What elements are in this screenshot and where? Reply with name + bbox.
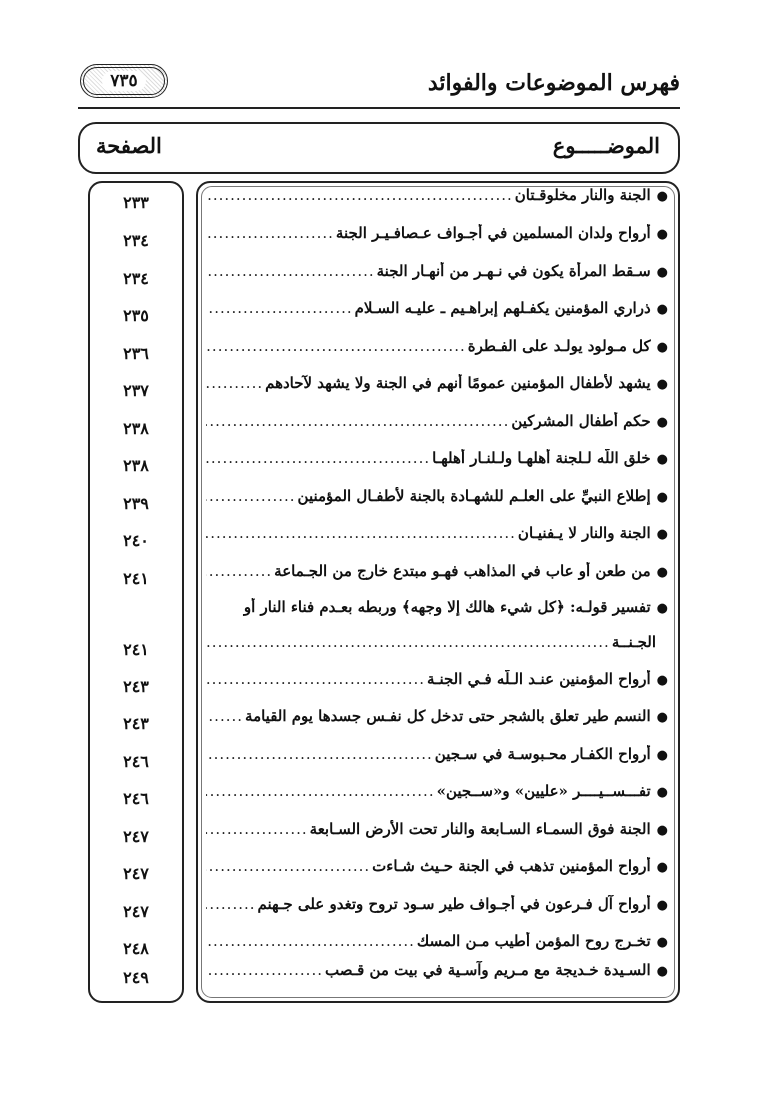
running-title: فهرس الموضوعات والفوائد (427, 70, 680, 96)
entry-text: الجـنــة (611, 633, 656, 651)
bullet-icon: ● (656, 565, 668, 580)
entry-page: ٢٤٠ (123, 531, 149, 550)
dot-leader (206, 299, 353, 317)
entry-text: يشهد لأطفال المؤمنين عمومًا أنهم في الجنة ولا يشهد لآحادهم (265, 374, 651, 392)
entry-text: أرواح الكفـار محـبوسـة في سـجين (434, 745, 651, 763)
entry-text: تفسير قولـه: ﴿كل شيء هالك إلا وجهه﴾ وربطه بعـدم فناء النار أو (243, 598, 651, 616)
bullet-icon: ● (656, 898, 668, 913)
index-entry (196, 782, 680, 816)
index-entry (196, 224, 680, 258)
bullet-icon: ● (656, 490, 668, 505)
entry-page: ٢٣٥ (123, 306, 149, 325)
bullet-icon: ● (656, 964, 668, 979)
entry-page: ٢٣٤ (123, 269, 149, 288)
bullet-icon: ● (656, 265, 668, 280)
entry-text: النسم طير تعلق بالشجر حتى تدخل كل نفـس جسدها يوم القيامة (245, 707, 651, 725)
dot-leader (206, 524, 516, 542)
dot-leader (206, 707, 243, 725)
entry-page: ٢٤٦ (123, 752, 149, 771)
entry-text: السـيدة خـديجة مع مـريم وآسـية في بيت من قـصب (324, 961, 651, 979)
index-entry (196, 598, 680, 632)
bullet-icon: ● (656, 935, 668, 950)
column-header (78, 122, 680, 174)
entry-page: ٢٤٧ (123, 827, 149, 846)
index-entry (196, 745, 680, 779)
entry-text: أرواح المؤمنين عنـد الـلَّه فـي الجنـة (427, 670, 651, 688)
entry-page: ٢٤٧ (123, 864, 149, 883)
entry-text: الجنة والنار لا يـفنيـان (517, 524, 651, 542)
index-entry (196, 961, 680, 995)
entry-text: الجنة والنار مخلوقـتان (514, 186, 651, 204)
index-entry (196, 299, 680, 333)
entry-page: ٢٤١ (123, 640, 149, 659)
entry-page: ٢٤٣ (123, 714, 149, 733)
bullet-icon: ● (656, 860, 668, 875)
dot-leader (206, 895, 256, 913)
index-entry (196, 337, 680, 371)
bullet-icon: ● (656, 377, 668, 392)
dot-leader (206, 412, 509, 430)
column-header-page: الصفحة (96, 133, 162, 158)
dot-leader (206, 449, 430, 467)
dot-leader (206, 562, 272, 580)
bullet-icon: ● (656, 527, 668, 542)
running-header (78, 62, 680, 108)
page-number: ٧٣٥ (102, 71, 145, 91)
entry-text: سـقط المرأة يكون في نـهـر من أنهـار الجنة (376, 262, 651, 280)
entry-text: تفـــســيــــر «عليين» و«ســجين» (436, 782, 651, 800)
entry-text: حكم أطفال المشركين (511, 412, 651, 430)
entry-page: ٢٣٤ (123, 231, 149, 250)
bullet-icon: ● (656, 785, 668, 800)
index-entry (196, 820, 680, 854)
bullet-icon: ● (656, 601, 668, 616)
bullet-icon: ● (656, 823, 668, 838)
entry-text: تخـرج روح المؤمن أطيب مـن المسك (416, 932, 651, 950)
bullet-icon: ● (656, 710, 668, 725)
index-entry (196, 707, 680, 741)
index-entry (196, 487, 680, 521)
index-entry (196, 670, 680, 704)
header-rule (78, 107, 680, 109)
entry-text: أرواح المؤمنين تذهب في الجنة حـيث شـاءت (372, 857, 651, 875)
entry-text: أرواح ولدان المسلمين في أجـواف عـصافـيـر الجنة (335, 224, 651, 242)
entry-page: ٢٤٦ (123, 789, 149, 808)
entry-text: كل مـولود يولـد على الفـطرة (467, 337, 651, 355)
bullet-icon: ● (656, 302, 668, 317)
dot-leader (206, 961, 323, 979)
index-entry (196, 895, 680, 929)
dot-leader (206, 224, 334, 242)
entry-text: أرواح آل فـرعون في أجـواف طير سـود تروح وتغدو على جـهنم (257, 895, 651, 913)
bullet-icon: ● (656, 452, 668, 467)
entry-page: ٢٣٩ (123, 494, 149, 513)
entry-page: ٢٤٣ (123, 677, 149, 696)
index-entry (196, 186, 680, 220)
bullet-icon: ● (656, 415, 668, 430)
index-entry-continuation (196, 633, 680, 667)
entry-text: من طعن أو عاب في المذاهب فهـو مبتدع خارج من الجـماعة (274, 562, 651, 580)
bullet-icon: ● (656, 748, 668, 763)
dot-leader (206, 374, 263, 392)
index-entry (196, 262, 680, 296)
entry-text: ذراري المؤمنين يكفـلهم إبراهـيم ـ عليـه السـلام (354, 299, 651, 317)
dot-leader (206, 857, 370, 875)
column-header-topic: الموضـــــوع (552, 133, 660, 158)
entry-page: ٢٤٧ (123, 902, 149, 921)
dot-leader (206, 820, 308, 838)
dot-leader (206, 262, 375, 280)
dot-leader (206, 337, 466, 355)
index-entry (196, 524, 680, 558)
index-entry (196, 374, 680, 408)
index-entry (196, 857, 680, 891)
dot-leader (206, 932, 415, 950)
dot-leader (206, 670, 425, 688)
entry-page: ٢٣٣ (123, 193, 149, 212)
entry-page: ٢٤١ (123, 569, 149, 588)
dot-leader (206, 487, 296, 505)
dot-leader (206, 782, 435, 800)
entry-page: ٢٣٧ (123, 381, 149, 400)
bullet-icon: ● (656, 189, 668, 204)
index-entry (196, 412, 680, 446)
entry-page: ٢٤٩ (123, 968, 149, 987)
bullet-icon: ● (656, 227, 668, 242)
dot-leader (206, 745, 433, 763)
dot-leader (206, 186, 513, 204)
entry-page: ٢٤٨ (123, 939, 149, 958)
bullet-icon: ● (656, 340, 668, 355)
entry-page: ٢٣٨ (123, 456, 149, 475)
index-entry (196, 449, 680, 483)
entry-page: ٢٣٦ (123, 344, 149, 363)
index-entry (196, 562, 680, 596)
entry-text: خلق اللَّه لـلجنة أهلهـا ولـلنـار أهلهـا (432, 449, 651, 467)
entry-page: ٢٣٨ (123, 419, 149, 438)
dot-leader (206, 633, 610, 651)
page-number-badge (80, 64, 168, 98)
entry-text: إطلاع النبيِّ على العلـم للشهـادة بالجنة لأطفـال المؤمنين (297, 487, 651, 505)
entry-text: الجنة فوق السمـاء السـابعة والنار تحت الأرض السـابعة (309, 820, 651, 838)
bullet-icon: ● (656, 673, 668, 688)
